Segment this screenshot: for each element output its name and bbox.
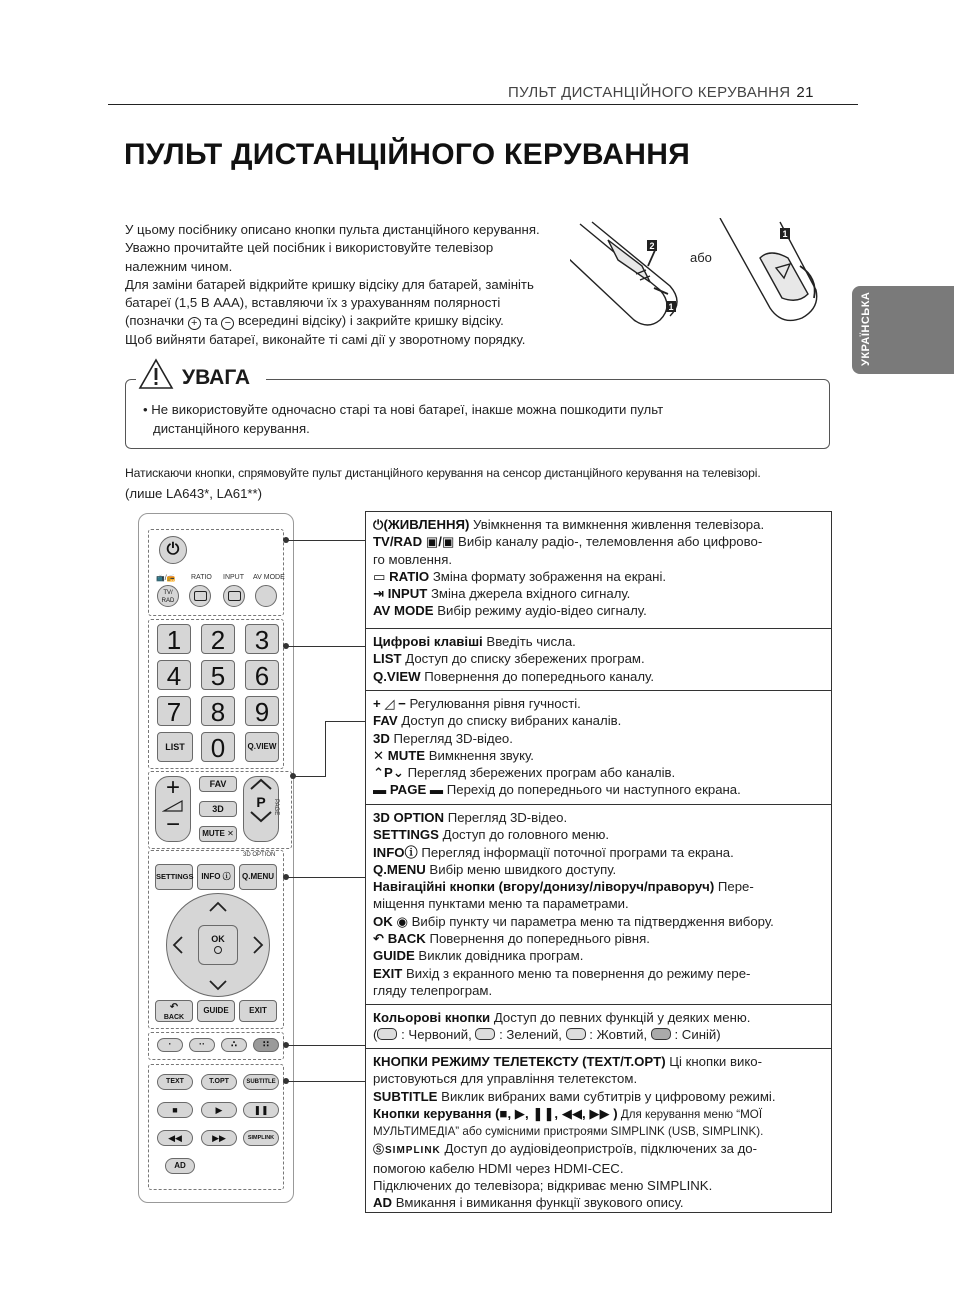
info-icon: ⓘ [404,844,418,860]
ok-button[interactable] [198,925,238,965]
row-desc: Зміна формату зображення на екрані. [429,568,667,584]
table-row [373,633,825,650]
info-button[interactable]: INFO ⓘ [197,864,235,890]
connector-dot [283,1042,289,1048]
remote-battery-right [720,218,817,320]
ad-button[interactable]: AD [165,1158,195,1174]
digit-1-button[interactable]: 1 [157,624,191,654]
volume-up-icon: + [165,774,180,801]
green-swatch-icon [475,1028,495,1040]
row-desc: МУЛЬТИМЕДІА” або сумісними пристроями SIMPLINK (USB, SIMPLINK). [373,1125,764,1139]
play-button[interactable]: ▶ [201,1102,237,1118]
table-row [373,1088,825,1105]
arrow-left-icon [174,937,182,953]
row-desc: Повернення до попереднього каналу. [420,668,654,684]
warning-heading [136,356,266,392]
ok-label: OK [211,934,225,944]
language-tab-label: УКРАЇНСЬКА [860,291,872,366]
row-desc: Доступ до списку збережених програм. [401,651,645,667]
connector-line [293,776,325,777]
back-icon: ↶ [373,931,388,947]
row-desc: Доступ до головного меню. [438,827,610,843]
table-row [373,947,825,964]
table-row [373,781,825,798]
table-row [373,764,825,781]
button-description-table [365,511,832,1213]
table-row [373,844,825,861]
simplink-button[interactable]: SIMPLINK [243,1130,279,1146]
yellow-button[interactable]: ∴ [221,1038,247,1052]
connector-line [325,721,365,722]
intro-fragment: всередині відсіку) і закрийте кришку відсіку. [234,313,504,329]
table-row [373,861,825,878]
digit-0-button[interactable]: 0 [201,732,235,762]
battery-illustration [570,218,840,338]
warning-icon [138,358,174,390]
guide-button[interactable]: GUIDE [197,1000,235,1022]
row-desc: : Червоний, [397,1027,476,1043]
row-desc: Вибір режиму аудіо-відео сигналу. [433,603,647,619]
tvrad-button[interactable]: TV/ RAD [157,585,179,607]
table-row [373,668,825,685]
row-desc: го мовлення. [373,551,453,567]
row-key: GUIDE [373,948,415,964]
row-key: LIST [373,651,402,667]
remote-battery-left [570,222,677,325]
chevron-down-icon [248,810,274,824]
row-desc: Перегляд інформації поточної програми та екрана. [417,844,734,860]
row-key: 3D OPTION [373,810,445,825]
table-row [373,650,825,667]
red-button[interactable]: · [157,1038,183,1052]
table-row [373,878,825,895]
table-row [373,930,825,947]
input-icon [228,591,241,601]
row-key: INPUT [387,586,428,602]
arrow-right-icon [254,937,262,953]
row-key: PAGE [389,782,427,798]
table-row [373,533,825,550]
volume-down-icon: − [165,811,180,838]
row-desc: Доступ до списку вибраних каналів. [397,713,622,729]
warning-line: • Не використовуйте одночасно старі та нові батареї, інакше можна пошкодити пульт [143,402,664,417]
digit-5-button[interactable]: 5 [201,660,235,690]
digit-4-button[interactable]: 4 [157,660,191,690]
warning-text [143,401,823,438]
minus-icon: − [221,317,234,330]
avmode-label: AV MODE [253,574,285,581]
table-row [373,826,825,843]
row-key: RATIO [389,568,430,584]
row-key: MUTE [387,747,426,763]
page-header [508,84,814,101]
back-label: BACK [163,1014,185,1021]
language-tab [852,286,954,374]
digit-6-button[interactable]: 6 [245,660,279,690]
row-desc: Доступ до аудіовідеопристроїв, підключених за до- [440,1141,758,1157]
row-key: ) [613,1105,618,1121]
row-desc: Вимкнення звуку. [425,747,534,763]
mute-icon: ✕ [373,747,388,763]
intro-fragment: та [200,313,222,329]
input-icon: ⇥ [373,586,388,602]
simplink-icon: Ⓢ [373,1144,385,1157]
row-desc: Ці кнопки вико- [665,1054,762,1069]
row-key: OK [373,913,393,929]
table-row [373,1194,825,1211]
row-desc: помогою кабелю HDMI через HDMI-CEC. [373,1160,624,1176]
pause-button[interactable]: ❚❚ [243,1102,279,1118]
table-row [373,516,825,533]
arrow-up-icon [210,903,226,911]
table-row [373,747,825,764]
warning-line: дистанційного керування. [153,420,310,436]
remote-control [138,513,294,1203]
table-row [373,1105,825,1123]
table-row [373,568,825,585]
page-number: 21 [796,84,814,101]
row-desc: Вибір каналу радіо-, телемовлення або цифрово- [454,534,763,550]
ratio-button[interactable] [189,585,211,607]
table-row [373,712,825,729]
row-key: Q.VIEW [373,668,421,684]
row-key: ⌃P⌄ [373,765,404,781]
row-desc: Вмикання і вимикання функції звукового опису. [392,1195,684,1211]
row-key: КНОПКИ РЕЖИМУ ТЕЛЕТЕКСТУ (TEXT/T.OPT) [373,1054,666,1069]
row-desc: Пере- [714,879,754,895]
table-row [373,809,825,826]
section-navigation [366,804,831,1004]
row-key: Навігаційні кнопки (вгору/донизу/ліворуч/праворуч) [373,879,715,895]
row-desc: Виклик вибраних вами субтитрів у цифровому режимі. [437,1088,776,1104]
table-row [373,730,825,747]
connector-dot [283,537,289,543]
row-desc: Вихід з екранного меню та повернення до режиму пере- [402,965,751,981]
page-label: PAGE [273,799,279,816]
row-desc: ристовуються для управління телетекстом. [373,1071,638,1087]
page-up-icon: ▬ [373,782,390,798]
volume-rocker[interactable] [155,776,191,842]
mute-button[interactable]: MUTE ✕ [199,826,237,842]
fastforward-button[interactable]: ▶▶ [201,1130,237,1146]
row-desc: : Жовтий, [585,1027,651,1043]
connector-line [286,1045,365,1046]
stop-button[interactable]: ■ [157,1102,193,1118]
qview-button[interactable]: Q.VIEW [245,732,279,762]
row-desc: Підключених до телевізора; відкриває меню SIMPLINK. [373,1178,713,1194]
header-section: ПУЛЬТ ДИСТАНЦІЙНОГО КЕРУВАННЯ [508,84,791,101]
3d-option-label: 3D OPTION [243,852,276,858]
row-desc: : Зелений, [495,1027,566,1043]
power-icon: ⏻ [373,517,384,532]
row-desc: Регулювання рівня гучності. [405,696,581,711]
exit-button[interactable]: EXIT [239,1000,277,1022]
row-desc: Перегляд 3D-відео. [389,730,513,746]
intro-fragment: (позначки [125,313,188,329]
row-desc: Повернення до попереднього рівня. [425,931,650,947]
connector-line [286,540,365,541]
connector-line [286,646,365,647]
settings-button[interactable]: SETTINGS [155,864,193,890]
aim-instruction: Натискаючи кнопки, спрямовуйте пульт дистанційного керування на сенсор дистанційного керування на телевізорі. [125,466,761,480]
ok-dot-icon [214,946,222,954]
3d-button[interactable]: 3D [199,801,237,817]
row-desc: Виклик довідника програм. [414,948,584,964]
intro-line: Уважно прочитайте цей посібник і використовуйте телевізор [125,240,494,256]
table-row [373,965,825,982]
section-volume [366,690,831,804]
row-key: Цифрові клавіші [373,634,483,649]
table-row [373,585,825,602]
intro-line: Для заміни батарей відкрийте кришку відсіку для батарей, замініть [125,276,534,292]
page-title: ПУЛЬТ ДИСТАНЦІЙНОГО КЕРУВАННЯ [124,138,691,171]
input-button[interactable] [223,585,245,607]
topt-button[interactable]: T.OPT [201,1074,237,1090]
tvrad-icon: ▣/▣ [425,534,455,550]
blue-button[interactable]: ∷ [253,1038,279,1052]
table-row: ( : Червоний, : Зелений, : Жовтий, : Синій) [373,1027,721,1043]
yellow-swatch-icon [566,1028,586,1040]
digit-8-button[interactable]: 8 [201,696,235,726]
row-desc: Доступ до певних функцій у деяких меню. [490,1010,751,1025]
back-button[interactable] [155,1000,193,1022]
connector-dot [283,643,289,649]
row-key: (ЖИВЛЕННЯ) [383,517,470,532]
table-row [373,602,825,619]
connector-line [286,877,365,878]
step-1-label: 1 [782,229,788,239]
row-key: SETTINGS [373,827,439,843]
connector-line [325,721,326,777]
list-button[interactable]: LIST [157,732,193,762]
fav-button[interactable]: FAV [199,776,237,792]
connector-line [286,1081,365,1082]
digit-9-button[interactable]: 9 [245,696,279,726]
row-desc: Перегляд збережених програм або каналів. [403,765,676,781]
row-key: Q.MENU [373,861,426,877]
page-down-icon: ▬ [426,782,444,798]
intro-line: У цьому посібнику описано кнопки пульта дистанційного керування. [125,222,540,237]
row-key: 3D [373,730,390,746]
row-key: SUBTITLE [373,1088,438,1104]
playback-icons: ■, ▶, ❚❚, ◀◀, ▶▶ [499,1105,614,1121]
row-key: + ◿ − [373,696,406,711]
or-label: або [690,250,712,265]
row-desc: міщення пунктами меню та параметрами. [373,896,629,912]
qmenu-button[interactable]: Q.MENU [239,864,277,890]
row-desc: Для керування меню “МОЇ [617,1107,763,1121]
row-key: SIMPLINK [385,1145,441,1157]
arrow-down-icon [210,981,226,989]
row-key: AD [373,1195,393,1211]
row-key: EXIT [373,965,403,981]
row-desc: Увімкнення та вимкнення живлення телевізора. [469,517,765,532]
plus-icon: + [188,317,201,330]
row-key: AV MODE [373,603,434,619]
section-teletext [366,1048,831,1212]
subtitle-button[interactable]: SUBTITLE [243,1074,279,1090]
header-rule [108,104,858,105]
table-row [373,913,825,930]
row-key: BACK [387,931,426,947]
channel-label: P [256,794,266,810]
intro-line: батареї (1,5 В AAA), вставляючи їх з урахуванням полярності [125,295,501,311]
tvrad-label: 📺/📻 [156,575,176,582]
row-desc: : Синій) [670,1027,721,1043]
section-power [366,512,831,628]
intro-text [125,221,585,349]
connector-dot [283,874,289,880]
section-color [366,1004,831,1048]
table-row [373,695,825,712]
table-row [373,1009,825,1026]
ratio-icon [194,591,207,601]
row-desc: Вибір меню швидкого доступу. [425,861,617,877]
ratio-icon: ▭ [373,568,390,584]
red-swatch-icon [377,1028,397,1040]
section-digits [366,628,831,690]
table-row [373,1140,825,1159]
row-key: Кольорові кнопки [373,1010,491,1025]
connector-dot [290,773,296,779]
ratio-label: RATIO [191,574,212,581]
row-desc: Перехід до попереднього чи наступного екрана. [443,782,741,798]
rewind-button[interactable]: ◀◀ [157,1130,193,1146]
row-key: INFO [373,844,405,860]
step-1-label: 1 [668,302,674,312]
row-key: FAV [373,713,398,729]
green-button[interactable]: ·· [189,1038,215,1052]
row-desc: Введіть числа. [482,634,576,649]
digit-7-button[interactable]: 7 [157,696,191,726]
chevron-up-icon [248,777,274,791]
intro-line: Щоб вийняти батареї, виконайте ті самі дії у зворотному порядку. [125,331,526,347]
ok-dot-icon: ◉ [392,913,408,929]
step-2-label: 2 [649,241,655,251]
digit-3-button[interactable]: 3 [245,624,279,654]
power-button[interactable]: ⏻ [159,536,187,564]
row-desc: Вибір пункту чи параметра меню та підтвердження вибору. [407,913,774,929]
text-button[interactable]: TEXT [157,1074,193,1090]
blue-swatch-icon [651,1028,671,1040]
warning-title: УВАГА [182,366,251,389]
intro-line: належним чином. [125,258,233,274]
digit-2-button[interactable]: 2 [201,624,235,654]
row-key: TV/RAD [373,534,423,550]
input-label: INPUT [223,574,244,581]
intro-line [125,312,585,330]
avmode-button[interactable] [255,585,277,607]
row-desc: Зміна джерела вхідного сигналу. [427,586,631,602]
connector-dot [283,1078,289,1084]
back-icon: ↶ [169,1002,179,1013]
row-desc: Перегляд 3D-відео. [444,810,568,825]
row-desc: гляду телепрограм. [373,982,493,998]
row-key: Кнопки керування ( [373,1105,500,1121]
table-row [373,1053,825,1070]
model-note: (лише LA643*, LA61**) [125,486,263,501]
